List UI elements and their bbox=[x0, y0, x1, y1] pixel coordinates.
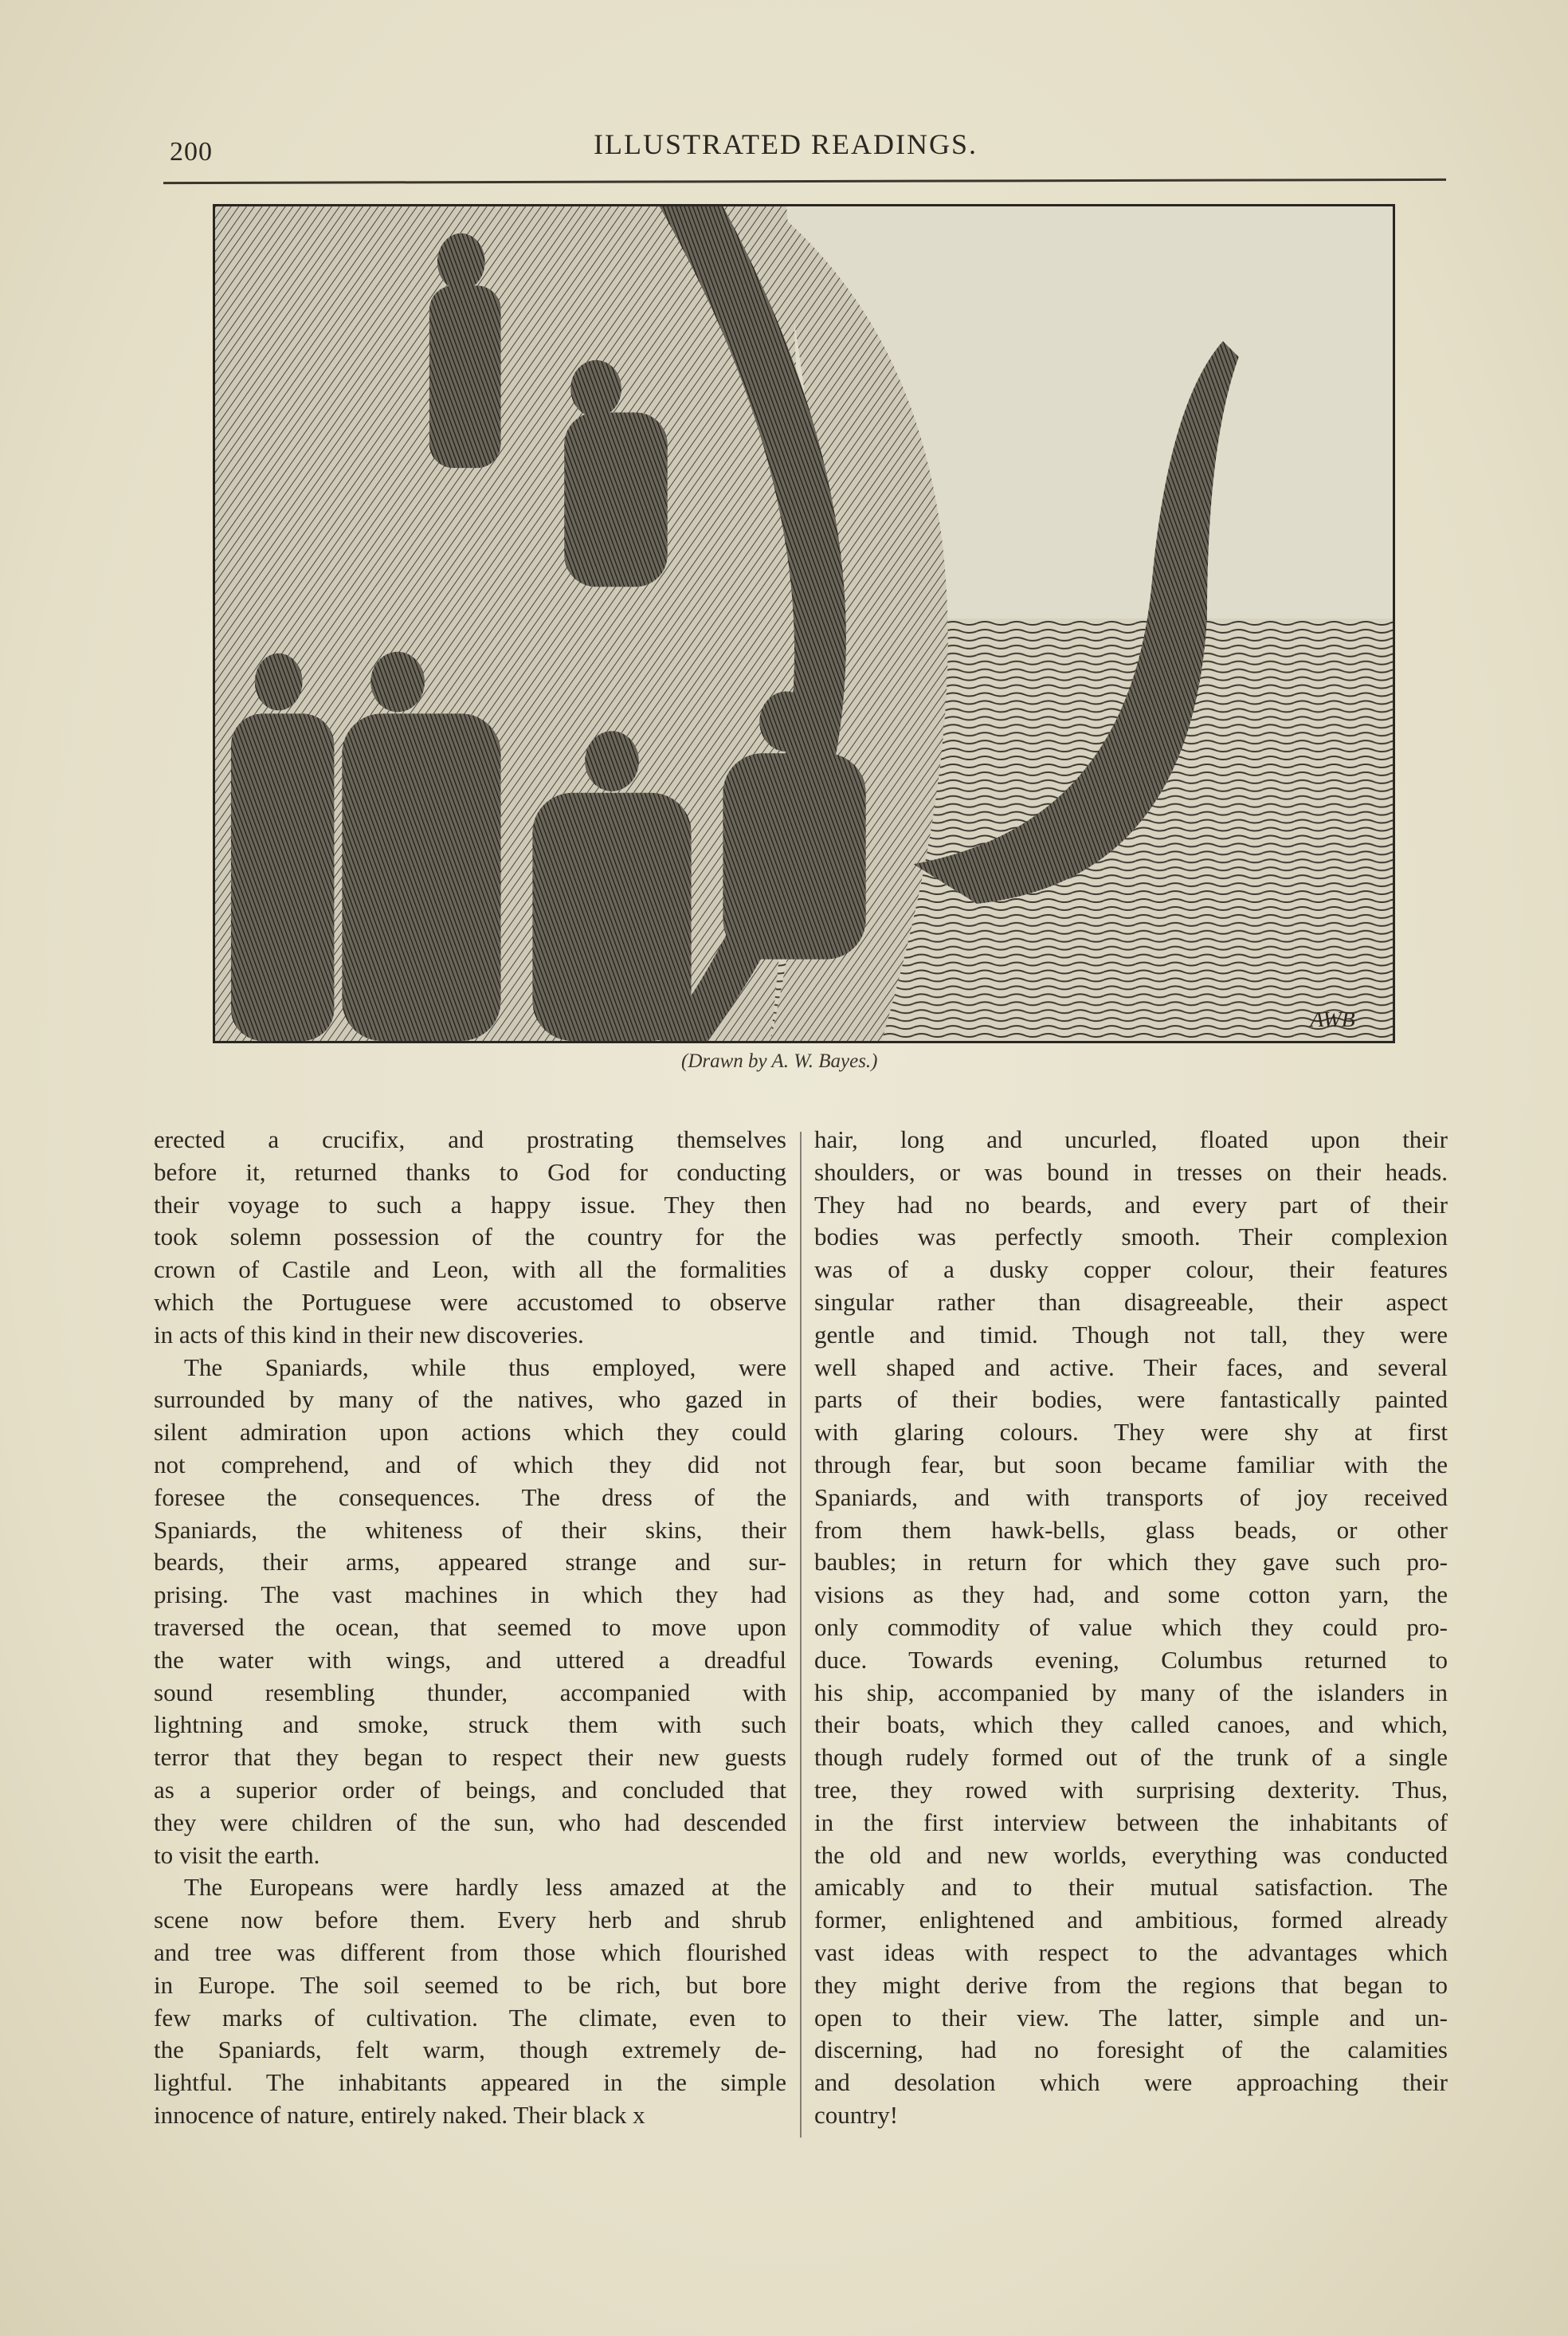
text-line: which the Portuguese were accustomed to observe bbox=[154, 1287, 786, 1316]
text-line: parts of their bodies, were fantastically painted bbox=[814, 1385, 1448, 1414]
text-line: sound resembling thunder, accompanied with bbox=[154, 1678, 786, 1706]
text-line: though rudely formed out of the trunk of a single bbox=[814, 1743, 1448, 1772]
text-line: discerning, had no foresight of the calamities bbox=[814, 2036, 1448, 2064]
text-line: only commodity of value which they could pro- bbox=[814, 1612, 1448, 1641]
text-line: prising. The vast machines in which they had bbox=[154, 1580, 786, 1609]
text-line: former, enlightened and ambitious, formed already bbox=[814, 1906, 1448, 1934]
text-line: took solemn possession of the country for the bbox=[154, 1223, 786, 1251]
left-text-column bbox=[154, 1124, 786, 2132]
text-line: tree, they rowed with surprising dexterity. Thus, bbox=[814, 1775, 1448, 1804]
text-line: open to their view. The latter, simple and un- bbox=[814, 2003, 1448, 2032]
text-line: from them hawk-bells, glass beads, or other bbox=[814, 1515, 1448, 1544]
text-line: lightning and smoke, struck them with such bbox=[154, 1710, 786, 1739]
text-line: they were children of the sun, who had descended bbox=[154, 1808, 786, 1836]
paragraph bbox=[154, 1352, 786, 1872]
text-line: vast ideas with respect to the advantages which bbox=[814, 1938, 1448, 1966]
text-line: foresee the consequences. The dress of the bbox=[154, 1482, 786, 1511]
text-line: as a superior order of beings, and concluded that bbox=[154, 1775, 786, 1804]
text-line: shoulders, or was bound in tresses on their heads. bbox=[814, 1157, 1448, 1186]
text-line: the old and new worlds, everything was conducted bbox=[814, 1840, 1448, 1869]
text-line: The Spaniards, while thus employed, were bbox=[184, 1353, 786, 1381]
text-line: surrounded by many of the natives, who gazed in bbox=[154, 1385, 786, 1414]
text-line: the water with wings, and uttered a dreadful bbox=[154, 1645, 786, 1674]
text-line: hair, long and uncurled, floated upon their bbox=[814, 1125, 1448, 1153]
text-line: terror that they began to respect their new guests bbox=[154, 1743, 786, 1772]
text-line: well shaped and active. Their faces, and several bbox=[814, 1353, 1448, 1381]
text-line: through fear, but soon became familiar with the bbox=[814, 1450, 1448, 1478]
text-line: country! bbox=[814, 2100, 899, 2129]
text-line: not comprehend, and of which they did not bbox=[154, 1450, 786, 1478]
text-line: innocence of nature, entirely naked. Their black x bbox=[154, 2100, 645, 2129]
paragraph bbox=[814, 1124, 1448, 2132]
text-line: their voyage to such a happy issue. They then bbox=[154, 1190, 786, 1219]
text-line: to visit the earth. bbox=[154, 1840, 320, 1869]
artist-monogram: AWB bbox=[1310, 1007, 1355, 1033]
engraving-artwork bbox=[215, 206, 1393, 1041]
text-line: duce. Towards evening, Columbus returned to bbox=[814, 1645, 1448, 1674]
text-line: crown of Castile and Leon, with all the formalities bbox=[154, 1255, 786, 1284]
text-line: baubles; in return for which they gave such pro- bbox=[814, 1548, 1448, 1576]
text-line: in the first interview between the inhabitants of bbox=[814, 1808, 1448, 1836]
text-line: with glaring colours. They were shy at first bbox=[814, 1418, 1448, 1447]
text-line: The Europeans were hardly less amazed at the bbox=[184, 1873, 786, 1902]
text-line: erected a crucifix, and prostrating themselves bbox=[154, 1125, 786, 1153]
text-line: They had no beards, and every part of their bbox=[814, 1190, 1448, 1219]
text-line: his ship, accompanied by many of the islanders in bbox=[814, 1678, 1448, 1706]
text-line: and desolation which were approaching their bbox=[814, 2068, 1448, 2097]
text-line: singular rather than disagreeable, their aspect bbox=[814, 1287, 1448, 1316]
paragraph bbox=[154, 1871, 786, 2131]
text-line: visions as they had, and some cotton yarn, the bbox=[814, 1580, 1448, 1609]
text-line: in acts of this kind in their new discoveries. bbox=[154, 1320, 584, 1349]
text-line: scene now before them. Every herb and shrub bbox=[154, 1906, 786, 1934]
text-line: traversed the ocean, that seemed to move upon bbox=[154, 1612, 786, 1641]
column-divider bbox=[800, 1132, 802, 2138]
text-line: Spaniards, the whiteness of their skins, their bbox=[154, 1515, 786, 1544]
right-text-column bbox=[814, 1124, 1448, 2132]
text-line: silent admiration upon actions which they could bbox=[154, 1418, 786, 1447]
text-line: and tree was different from those which flourished bbox=[154, 1938, 786, 1966]
text-line: their boats, which they called canoes, and which, bbox=[814, 1710, 1448, 1739]
text-line: in Europe. The soil seemed to be rich, but bore bbox=[154, 1970, 786, 1999]
text-line: before it, returned thanks to God for conducting bbox=[154, 1157, 786, 1186]
header-rule bbox=[163, 179, 1446, 184]
text-line: was of a dusky copper colour, their features bbox=[814, 1255, 1448, 1284]
text-line: bodies was perfectly smooth. Their complexion bbox=[814, 1223, 1448, 1251]
text-line: beards, their arms, appeared strange and sur- bbox=[154, 1548, 786, 1576]
text-line: amicably and to their mutual satisfaction. The bbox=[814, 1873, 1448, 1902]
illustration-engraving bbox=[213, 204, 1395, 1043]
page-number: 200 bbox=[170, 137, 213, 167]
running-title: ILLUSTRATED READINGS. bbox=[594, 128, 978, 160]
text-line: the Spaniards, felt warm, though extremely de- bbox=[154, 2036, 786, 2064]
text-line: Spaniards, and with transports of joy received bbox=[814, 1482, 1448, 1511]
text-line: they might derive from the regions that began to bbox=[814, 1970, 1448, 1999]
text-line: few marks of cultivation. The climate, even to bbox=[154, 2003, 786, 2032]
illustration-caption: (Drawn by A. W. Bayes.) bbox=[681, 1050, 878, 1072]
paragraph bbox=[154, 1124, 786, 1352]
text-line: lightful. The inhabitants appeared in the simple bbox=[154, 2068, 786, 2097]
text-line: gentle and timid. Though not tall, they were bbox=[814, 1320, 1448, 1349]
